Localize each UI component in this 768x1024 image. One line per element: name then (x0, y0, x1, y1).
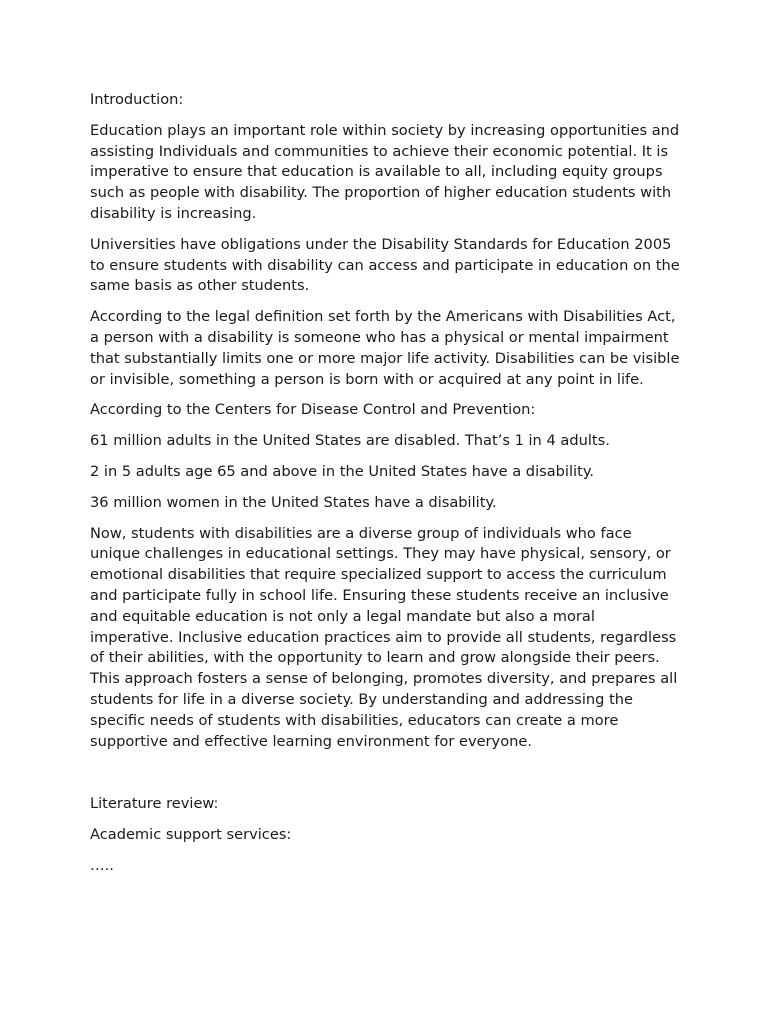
statistic-women: 36 million women in the United States have a disability. (90, 493, 497, 511)
paragraph-cdc-intro: According to the Centers for Disease Control and Prevention: (90, 401, 536, 419)
introduction-heading: Introduction: (90, 91, 184, 108)
ellipsis-placeholder: ….. (90, 856, 114, 874)
paragraph-university-obligations: Universities have obligations under the Disability Standards for Education 2005 to ensure students with disability can access and participate in education on the same basis as other students. (90, 235, 680, 295)
academic-support-subheading: Academic support services: (90, 826, 292, 844)
paragraph-students-with-disabilities: Now, students with disabilities are a diverse group of individuals who face unique challenges in educational settings. They may have physical, sensory, or emotional disabilities that require specialized support to access the curriculum and participate fully in school life. Ensuring these students receive an inclusive and equitable education is not only a legal mandate but also a moral imperative. Inclusive education practices aim to provide all students, regardless of their abilities, with the opportunity to learn and grow alongside their peers. This approach fosters a sense of belonging, promotes diversity, and prepares all students for life in a diverse society. By understanding and addressing the specific needs of students with disabilities, educators can create a more supportive and effective learning environment for everyone. (90, 524, 678, 750)
literature-review-heading: Literature review: (90, 795, 219, 813)
document-page (90, 90, 680, 887)
paragraph-education-role: Education plays an important role within society by increasing opportunities and assisting Individuals and communities to achieve their economic potential. It is imperative to ensure that education is available to all, including equity groups such as people with disability. The proportion of higher education students with disability is increasing. (90, 121, 680, 222)
statistic-adults-65: 2 in 5 adults age 65 and above in the United States have a disability. (90, 462, 595, 480)
paragraph-ada-definition: According to the legal definition set forth by the Americans with Disabilities Act, a person with a disability is someone who has a physical or mental impairment that substantially limits one or more major life activity. Disabilities can be visible or invisible, something a person is born with or acquired at any point in life. (90, 308, 680, 388)
statistic-adults-disabled: 61 million adults in the United States are disabled. That’s 1 in 4 adults. (90, 432, 610, 450)
blank-line (90, 762, 680, 794)
